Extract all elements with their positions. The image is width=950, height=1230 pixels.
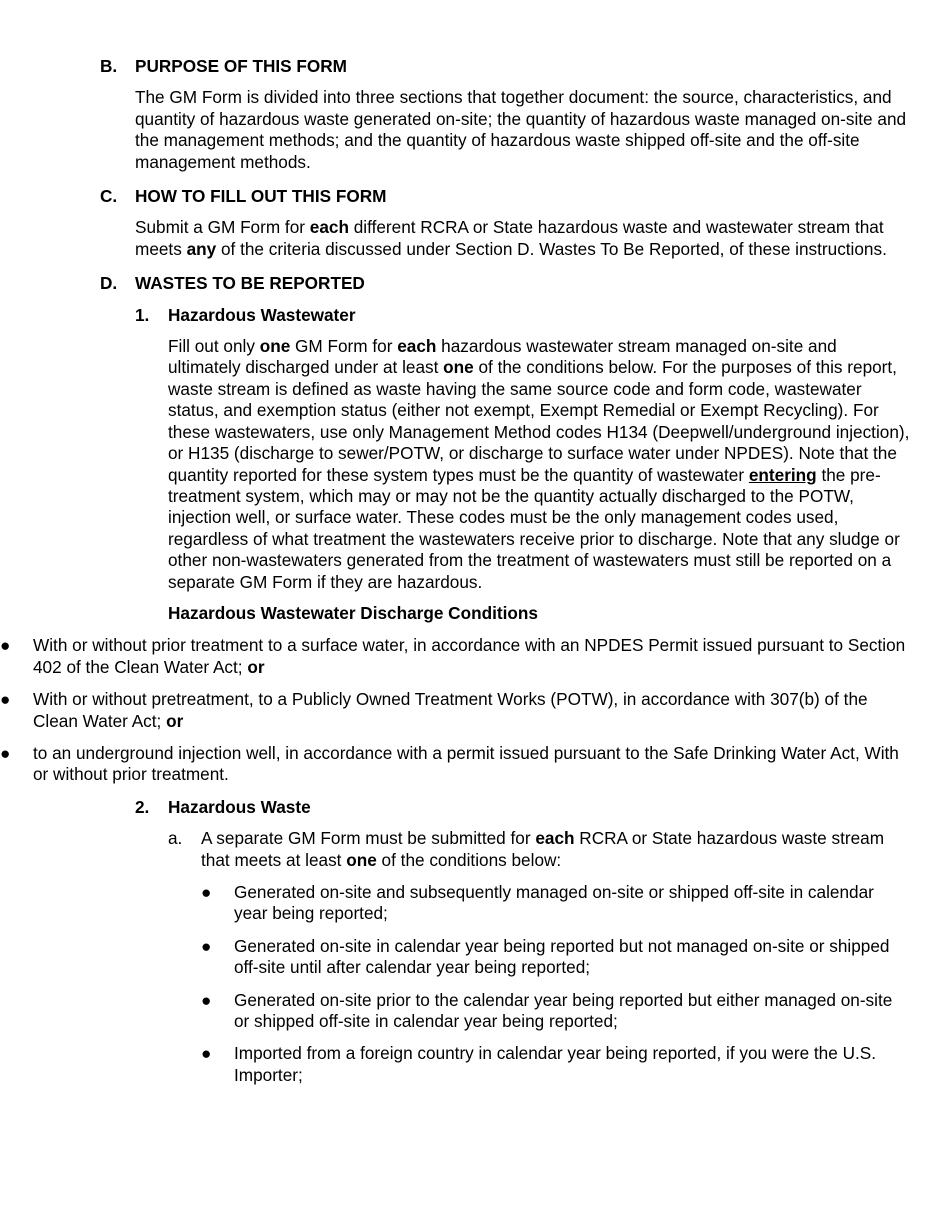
item-2a-number: a. bbox=[168, 828, 183, 849]
list-item: ● With or without pretreatment, to a Publicly Owned Treatment Works (POTW), in accordance with 307(b) of the Clean Water Act; or bbox=[0, 689, 868, 731]
section-c-heading bbox=[0, 186, 910, 207]
item-2-title: Hazardous Waste bbox=[168, 796, 311, 817]
item-2a-text: A separate GM Form must be submitted for each RCRA or State hazardous waste stream that meets at least one of the conditions below: bbox=[201, 828, 885, 870]
discharge-conditions-list bbox=[0, 635, 910, 785]
hazardous-waste-conditions-list bbox=[0, 882, 910, 1086]
bullet-icon: ● bbox=[0, 689, 11, 710]
list-item: ● Imported from a foreign country in calendar year being reported, if you were the U.S. Importer; bbox=[201, 1043, 876, 1085]
bullet-icon: ● bbox=[201, 882, 212, 902]
item-1-body: Fill out only one GM Form for each hazardous wastewater stream managed on-site and ultimately discharged under at least one of the conditions below. For the purposes of this report, waste stream is defined as waste having the same source code and form code, wastewater status, and exemption status (either not exempt, Exempt Remedial or Exempt Recycling). For these wastewaters, use only Management Method codes H134 (Deepwell/underground injection), or H135 (discharge to sewer/POTW, or discharge to surface water under NPDES). Note that the quantity reported for these system types must be the quantity of wastewater entering the pre-treatment system, which may or may not be the quantity actually discharged to the POTW, injection well, or surface water. These codes must be the only management codes used, regardless of what treatment the wastewaters receive prior to discharge. Note that any sludge or other non-wastewaters generated from the treatment of wastewaters must still be reported on a separate GM Form if they are hazardous. bbox=[168, 336, 910, 592]
list-item: ● With or without prior treatment to a surface water, in accordance with an NPDES Permit issued pursuant to Section 402 of the Clean Water Act; or bbox=[0, 635, 906, 677]
list-item: ● Generated on-site and subsequently managed on-site or shipped off-site in calendar year being reported; bbox=[201, 882, 874, 924]
section-c-letter: C. bbox=[100, 186, 118, 207]
item-2-heading bbox=[0, 797, 910, 818]
section-b-heading bbox=[0, 56, 910, 77]
item-1-title: Hazardous Wastewater bbox=[168, 304, 356, 325]
section-d-letter: D. bbox=[100, 273, 118, 294]
list-item: ● to an underground injection well, in accordance with a permit issued pursuant to the Safe Drinking Water Act, With or without prior treatment. bbox=[0, 742, 899, 785]
bullet-icon: ● bbox=[0, 742, 11, 763]
discharge-conditions-heading: Hazardous Wastewater Discharge Conditions bbox=[168, 602, 538, 623]
bullet-icon: ● bbox=[201, 989, 212, 1010]
item-1-number: 1. bbox=[135, 304, 150, 325]
bullet-icon: ● bbox=[0, 635, 11, 656]
bullet-icon: ● bbox=[201, 935, 212, 956]
section-d-heading bbox=[0, 273, 910, 294]
item-2-number: 2. bbox=[135, 796, 150, 817]
section-d-title: WASTES TO BE REPORTED bbox=[135, 273, 365, 294]
list-item: ● Generated on-site prior to the calendar year being reported but either managed on-site or shipped off-site in calendar year being reported; bbox=[201, 989, 893, 1032]
list-item: ● Generated on-site in calendar year being reported but not managed on-site or shipped off-site until after calendar year being reported; bbox=[201, 935, 890, 978]
section-b-letter: B. bbox=[100, 56, 118, 76]
item-2a bbox=[0, 828, 910, 871]
bullet-icon: ● bbox=[201, 1043, 212, 1064]
section-c-body: Submit a GM Form for each different RCRA or State hazardous waste and wastewater stream that meets any of the criteria discussed under Section D. Wastes To Be Reported, of these instructions. bbox=[135, 217, 887, 259]
item-1-heading bbox=[0, 305, 910, 326]
section-b-body: The GM Form is divided into three sections that together document: the source, characteristics, and quantity of hazardous waste generated on-site; the quantity of hazardous waste managed on-site and the management methods; and the quantity of hazardous waste shipped off-site and the off-site management methods. bbox=[135, 87, 907, 172]
section-b-title: PURPOSE OF THIS FORM bbox=[135, 56, 347, 76]
section-c-title: HOW TO FILL OUT THIS FORM bbox=[135, 186, 387, 207]
